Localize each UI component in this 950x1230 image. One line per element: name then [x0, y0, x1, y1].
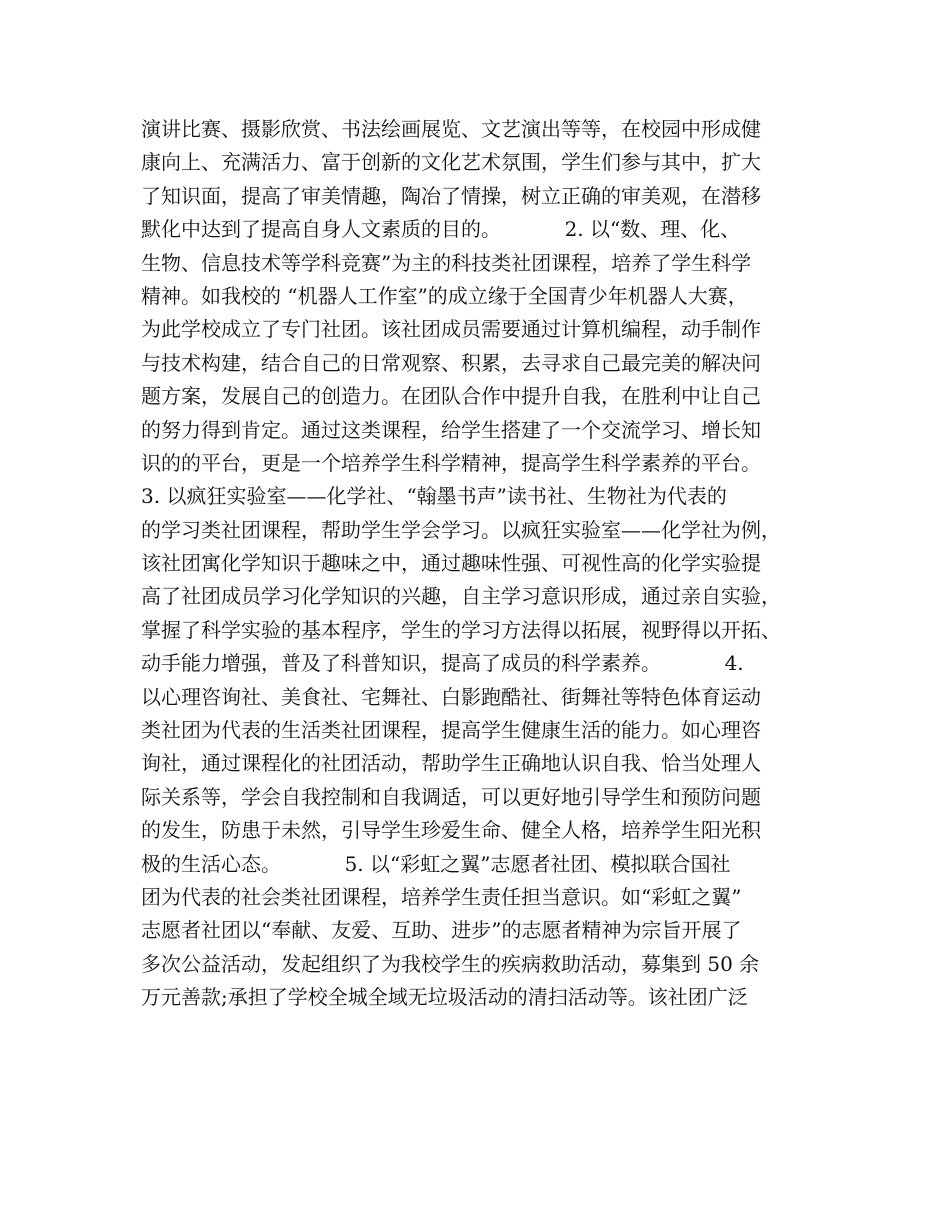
text-line: 掌握了科学实验的基本程序，学生的学习方法得以拓展，视野得以开拓、 — [141, 617, 781, 642]
text-line: 以心理咨询社、美食社、宅舞社、白影跑酷社、街舞社等特色体育运动 — [141, 684, 761, 709]
text-line: 生物、信息技术等学科竞赛”为主的科技类社团课程，培养了学生科学 — [141, 250, 752, 275]
text-line: 与技术构建，结合自己的日常观察、积累，去寻求自己最完美的解决问 — [141, 350, 761, 375]
text-line: 团为代表的社会类社团课程，培养学生责任担当意识。如“彩虹之翼” — [141, 884, 742, 909]
text-line: 极的生活心态。 5. 以“彩虹之翼”志愿者社团、模拟联合国社 — [141, 851, 731, 876]
text-line: 多次公益活动，发起组织了为我校学生的疾病救助活动，募集到 50 余 — [141, 951, 760, 976]
text-line: 高了社团成员学习化学知识的兴趣，自主学习意识形成，通过亲自实验， — [141, 584, 781, 609]
body-text — [141, 113, 841, 1015]
text-line: 识的的平台，更是一个培养学生科学精神，提高学生科学素养的平台。 — [141, 450, 761, 475]
text-line: 该社团寓化学知识于趣味之中，通过趣味性强、可视性高的化学实验提 — [141, 551, 761, 576]
text-line: 类社团为代表的生活类社团课程，提高学生健康生活的能力。如心理咨 — [141, 718, 761, 743]
text-line: 动手能力增强，普及了科普知识，提高了成员的科学素养。 4. — [141, 651, 744, 676]
text-line: 题方案，发展自己的创造力。在团队合作中提升自我，在胜利中让自己 — [141, 384, 761, 409]
text-line: 3. 以疯狂实验室——化学社、“翰墨书声”读书社、生物社为代表的 — [141, 484, 727, 509]
text-line: 精神。如我校的 “机器人工作室”的成立缘于全国青少年机器人大赛， — [141, 283, 748, 308]
text-line: 的努力得到肯定。通过这类课程，给学生搭建了一个交流学习、增长知 — [141, 417, 761, 442]
text-line: 了知识面，提高了审美情趣，陶冶了情操，树立正确的审美观，在潜移 — [141, 183, 761, 208]
text-line: 际关系等，学会自我控制和自我调适，可以更好地引导学生和预防问题 — [141, 784, 761, 809]
text-line: 志愿者社团以“奉献、友爱、互助、进步”的志愿者精神为宗旨开展了 — [141, 918, 742, 943]
text-line: 默化中达到了提高自身人文素质的目的。 2. 以“数、理、化、 — [141, 217, 741, 242]
text-line: 康向上、充满活力、富于创新的文化艺术氛围，学生们参与其中，扩大 — [141, 150, 761, 175]
text-line: 询社，通过课程化的社团活动，帮助学生正确地认识自我、恰当处理人 — [141, 751, 761, 776]
text-line: 演讲比赛、摄影欣赏、书法绘画展览、文艺演出等等，在校园中形成健 — [141, 117, 761, 141]
text-line: 万元善款;承担了学校全城全域无垃圾活动的清扫活动等。该社团广泛 — [141, 985, 748, 1010]
text-line: 的发生，防患于未然，引导学生珍爱生命、健全人格，培养学生阳光积 — [141, 818, 761, 843]
text-line: 为此学校成立了专门社团。该社团成员需要通过计算机编程，动手制作 — [141, 317, 761, 342]
text-line: 的学习类社团课程，帮助学生学会学习。以疯狂实验室——化学社为例， — [141, 517, 781, 542]
